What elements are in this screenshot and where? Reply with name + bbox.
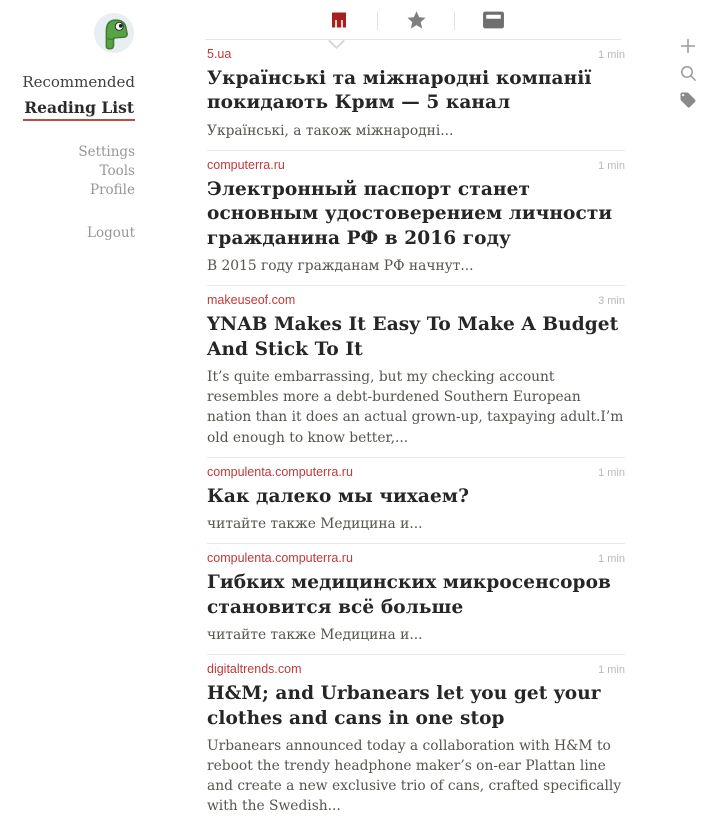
article-meta xyxy=(207,551,625,567)
tab-reading-list[interactable] xyxy=(327,8,351,32)
article-source-link[interactable]: 5.ua xyxy=(207,47,232,61)
star-icon xyxy=(406,10,427,30)
article-meta xyxy=(207,293,625,309)
article-item[interactable] xyxy=(207,40,625,151)
search-button[interactable] xyxy=(678,63,698,83)
article-title[interactable]: Электронный паспорт станет основным удостоверением личности гражданина РФ в 2016 году xyxy=(207,178,613,249)
tags-button[interactable] xyxy=(678,90,698,110)
toolbar xyxy=(678,36,698,110)
tag-icon xyxy=(679,91,697,109)
tabbar-divider xyxy=(377,11,378,30)
sidebar-item-tools[interactable]: Tools xyxy=(99,163,135,179)
sidebar-item-profile[interactable]: Profile xyxy=(90,182,135,198)
sidebar-item-reading-list[interactable]: Reading List xyxy=(23,98,135,121)
article-excerpt: It’s quite embarrassing, but my checking account resembles more a debt-burdened Southern European nation than it does an actual grown-up, taxpaying adult.I’m old enough to know better,... xyxy=(207,369,624,446)
article-item[interactable] xyxy=(207,151,625,286)
tab-favorites[interactable] xyxy=(404,8,428,32)
article-excerpt: В 2015 году гражданам РФ начнут... xyxy=(207,258,474,275)
readability-dino-icon xyxy=(93,12,135,54)
search-icon xyxy=(680,65,697,82)
article-source-link[interactable]: compulenta.computerra.ru xyxy=(207,464,353,479)
article-excerpt: Urbanears announced today a collaboration with H&M to reboot the trendy headphone maker’s on-ear Plattan line and create a new exclusive trio of cans, crafted specifically with the Swedish... xyxy=(207,738,622,815)
readability-logo[interactable] xyxy=(93,12,135,57)
article-source-link[interactable]: computerra.ru xyxy=(207,157,285,172)
article-title[interactable]: Как далеко мы чихаем? xyxy=(207,485,470,507)
article-read-time: 3 min xyxy=(598,295,625,308)
article-meta xyxy=(207,662,625,678)
article-meta xyxy=(207,158,625,174)
tabbar xyxy=(207,6,625,34)
sidebar-item-settings[interactable]: Settings xyxy=(78,144,135,160)
article-read-time: 1 min xyxy=(598,466,625,479)
sidebar-nav-group xyxy=(0,143,135,200)
plus-icon xyxy=(680,38,696,54)
article-title[interactable]: Українські та міжнародні компанії покидають Крим — 5 канал xyxy=(207,68,592,114)
article-item[interactable] xyxy=(207,286,625,457)
sidebar-item-logout[interactable]: Logout xyxy=(87,225,135,241)
article-read-time: 1 min xyxy=(598,664,625,677)
tab-archive[interactable] xyxy=(481,8,505,32)
article-meta xyxy=(207,47,625,63)
article-excerpt: читайте также Медицина и... xyxy=(207,627,423,644)
article-excerpt: читайте также Медицина и... xyxy=(207,516,423,533)
article-item[interactable] xyxy=(207,544,625,655)
article-title[interactable]: YNAB Makes It Easy To Make A Budget And Stick To It xyxy=(207,314,619,360)
article-source-link[interactable]: digitaltrends.com xyxy=(207,662,302,677)
sidebar xyxy=(0,12,135,243)
reading-list-icon xyxy=(330,11,348,29)
article-source-link[interactable]: compulenta.computerra.ru xyxy=(207,551,353,566)
article-list xyxy=(207,40,625,826)
article-excerpt: Українські, а також міжнародні... xyxy=(207,122,454,139)
article-source-link[interactable]: makeuseof.com xyxy=(207,293,296,308)
article-read-time: 1 min xyxy=(598,159,625,172)
archive-icon xyxy=(482,10,505,30)
article-item[interactable] xyxy=(207,655,625,825)
article-title[interactable]: Гибких медицинских микросенсоров становится всё больше xyxy=(207,572,611,618)
article-meta xyxy=(207,465,625,481)
article-title[interactable]: H&M; and Urbanears let you get your clothes and cans in one stop xyxy=(207,683,601,729)
article-read-time: 1 min xyxy=(598,49,625,61)
article-read-time: 1 min xyxy=(598,553,625,566)
sidebar-item-recommended[interactable]: Recommended xyxy=(22,73,135,91)
add-button[interactable] xyxy=(678,36,698,56)
article-item[interactable] xyxy=(207,458,625,545)
tabbar-divider xyxy=(454,11,455,30)
